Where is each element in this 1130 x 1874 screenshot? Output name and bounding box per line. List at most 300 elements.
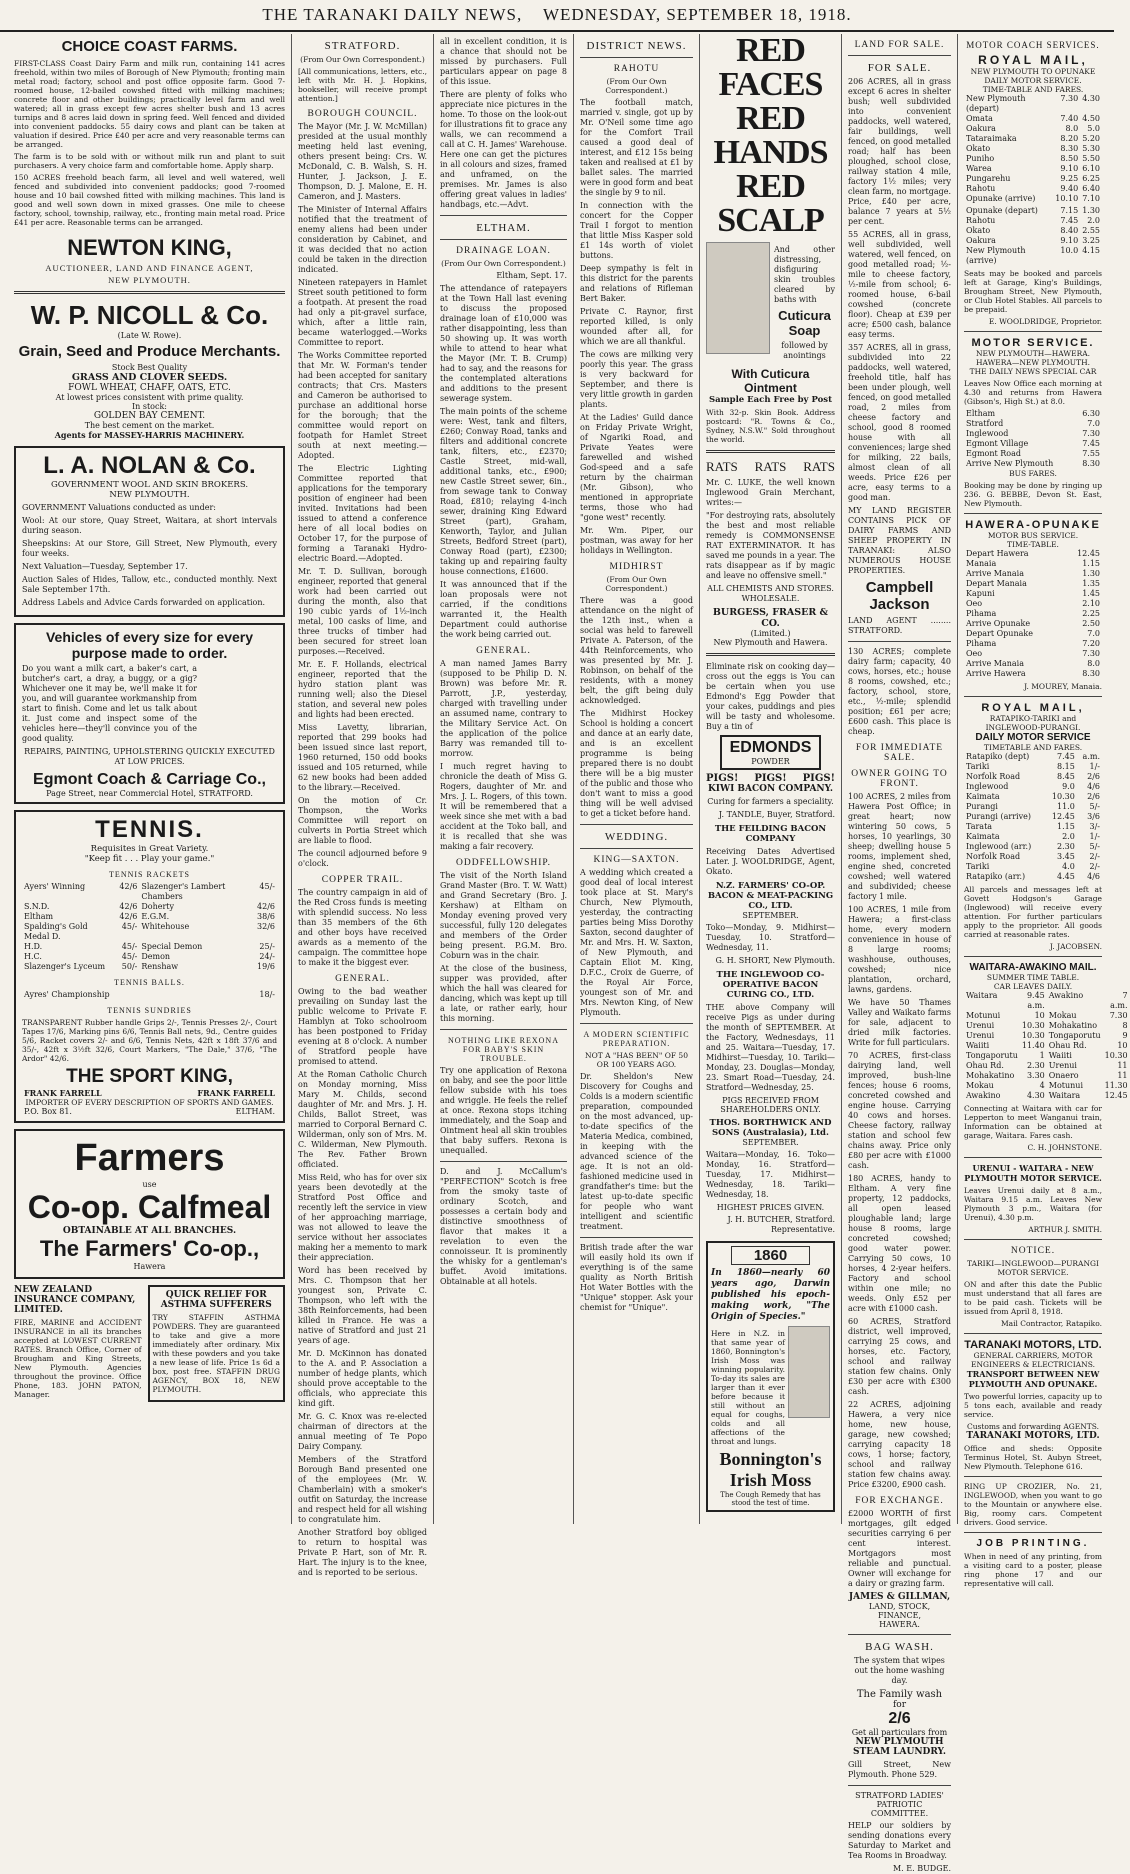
farm-listing-note: The farm is to be sold with or without milk run and plant to suit purchasers. A very choice farm and comfortable home. Apply sharp. xyxy=(14,152,285,170)
daily-motor-row-cell: 4/6 xyxy=(1087,782,1100,791)
red-scalp-heading: RED SCALP xyxy=(717,168,824,239)
bag-wash-get: Get all particulars from xyxy=(851,1728,948,1737)
daily-motor-row-cell: Tariki xyxy=(966,862,990,871)
daily-motor-row-cell: 3/6 xyxy=(1087,812,1100,821)
waitara-awakino-row-cell: Urenui xyxy=(966,1021,995,1030)
owner-front-heading: OWNER GOING TO FRONT. xyxy=(851,769,948,789)
nolan-p3: Sheepskins: At our Store, Gill Street, New Plymouth, every four weeks. xyxy=(22,539,277,558)
nz-farmers-bacon-name: N.Z. FARMERS' CO-OP. BACON & MEAT-PACKING CO., LTD. xyxy=(707,881,834,911)
nicoll-line-7: The best cement on the market. xyxy=(84,421,215,430)
timetable-row xyxy=(964,194,1102,204)
campbell-jackson-sub: LAND AGENT ........ STRATFORD. xyxy=(848,616,951,635)
oddfellowship-sub: ODDFELLOWSHIP. xyxy=(455,858,551,868)
waitara-awakino-row-cell: Motunui xyxy=(1048,1081,1084,1090)
timetable-row xyxy=(964,124,1102,134)
daily-motor-row-cell: 8.15 xyxy=(1056,762,1075,771)
timetable-row-cell: New Plymouth (depart) xyxy=(966,94,1026,113)
stratford-heading: STRATFORD. xyxy=(324,40,401,52)
newspaper-page xyxy=(8,32,1128,1873)
daily-motor-row-cell: 10.30 xyxy=(1051,792,1075,801)
racket-row-cell: Spalding's Gold Medal D. xyxy=(24,922,88,941)
hawera-opunake-row-cell: Manaia xyxy=(966,559,997,568)
tennis-quote: "Keep fit . . . Play your game." xyxy=(84,854,215,864)
timetable-row xyxy=(964,226,1102,236)
motor-service-bus: BUS FARES. xyxy=(1009,469,1057,478)
kiwi-bacon-p: Curing for farmers a speciality. xyxy=(707,797,834,806)
waitara-awakino-row xyxy=(964,1051,1130,1061)
nolan-p2: Wool: At our store, Quay Street, Waitara, at short intervals during season. xyxy=(22,516,277,535)
waitara-awakino-row-cell: Onaero xyxy=(1048,1071,1079,1080)
racket-row-cell: 38/6 xyxy=(257,912,275,921)
motor-service-row-cell: Egmont Village xyxy=(966,439,1029,448)
nicoll-line-4: At lowest prices consistent with prime quality. xyxy=(55,393,244,402)
waitara-awakino-sig: C. H. JOHNSTONE. xyxy=(1027,1143,1102,1152)
waitara-awakino-row xyxy=(964,1031,1130,1041)
col6-p3: 357 ACRES, all in grass, subdivided into 22 paddocks, well watered, freehold title, half has been under plough, well fenced, on good metalled road, 2 miles from cheese factory and school, good 8 roomed house with all conveniences; large shed for milking, 22 bails, almost clean of all weeds. Price £26 per acre, easy terms to a good man. xyxy=(848,343,951,502)
urenui-heading: URENUI - WAITARA - NEW PLYMOUTH MOTOR SERVICE. xyxy=(964,1163,1102,1183)
king-saxton-sub: KING—SAXTON. xyxy=(593,855,680,865)
hawera-opunake-row xyxy=(964,659,1102,669)
burgess-name: BURGESS, FRASER & CO. xyxy=(712,607,829,629)
waitara-awakino-row xyxy=(964,1081,1130,1091)
col4-p10: A wedding which created a good deal of local interest took place at St. Mary's Church, New Plymouth, yesterday, the contracting parties being Miss Dorothy Saxton, second daughter of Mr. and Mrs. H. W. Saxton, of New Plymouth, and Captain Eliot M. King, D.F.C., Croix de Guerre, of the Royal Air Force, youngest son of Mr. and Mrs. Newton King, of New Plymouth. xyxy=(580,868,693,1017)
column-6 xyxy=(842,34,958,1873)
has-been-sub: NOT A "HAS BEEN" OF 50 OR 100 YEARS AGO. xyxy=(585,1051,688,1069)
timetable-row-cell: 5.20 xyxy=(1082,134,1100,143)
sport-king-heading: THE SPORT KING, xyxy=(66,1066,233,1087)
timetable-row xyxy=(964,94,1102,114)
waitara-awakino-row-cell: Mokau xyxy=(966,1081,994,1090)
timetable-row-cell: Rahotu xyxy=(966,216,996,225)
taranaki-motors-heading: TARANAKI MOTORS, LTD. xyxy=(964,1339,1102,1351)
darwin-portrait xyxy=(788,1326,830,1418)
vehicles-advert xyxy=(14,623,285,804)
tennis-sub: Requisites in Great Variety. xyxy=(90,844,209,854)
james-gillman-sub: LAND, STOCK, FINANCE, xyxy=(868,1602,931,1620)
motor-service-row-cell: 7.55 xyxy=(1082,449,1100,458)
timetable-row-cell: Tataraimaka xyxy=(966,134,1017,143)
rats-word-1: RATS xyxy=(706,459,738,474)
col3-p3: The main points of the scheme were: West, tank and filters, £260; Conway Road, tanks and filters and additional concrete tank, filters, etc., £2370; Castle Street, mid-wall, additional tanks, etc., £900; new Castle Street sewer, 6in., from sewage tank to Conway Road, £810; relaying 4-inch sewer, draining King Edward Street (part), Graham, Kenworth, Taylor, and Julian Streets, Bedford Street (part), Conway Road (part), £2300; taking up and repairing faulty house connections, £1600. xyxy=(440,407,567,576)
vehicles-title-2: purpose made to order. xyxy=(71,645,228,661)
timetable-row-cell: Omata xyxy=(966,114,993,123)
col3-p7: The visit of the North Island Grand Master (Bro. T. W. Watt) and Grand Secretary (Bro. J. Kershaw) at Eltham on Monday evening proved very successful, fully 120 delegates and members of the Order being present. P.G.M. Bro. Coburn was in the chair. xyxy=(440,871,567,960)
taranaki-motors-2: TARANAKI MOTORS, LTD. xyxy=(966,1431,1100,1441)
timetable-row-cell: Opunake (depart) xyxy=(966,206,1038,215)
col6-p13: £2000 WORTH of first mortgages, gilt edged securities carrying 6 per cent interest. Mortgagors most reliable and punctual. Owner will exchange for a dairy or grazing farm. xyxy=(848,1509,951,1588)
col3-p5: A man named James Barry (supposed to be Philip D. N. Brown) was before Mr. R. Parrott, J.P., yesterday, charged with travelling under an assumed name, contrary to the Military Service Act. On the application of the police Barry was remanded till to-morrow. xyxy=(440,659,567,758)
nz-insurance-advert xyxy=(14,1285,142,1402)
hawera-opunake-row xyxy=(964,559,1102,569)
racket-row-cell: 19/6 xyxy=(257,962,275,971)
motor-service-book: Booking may be done by ringing up 236. G. BEBBE, Devon St. East, New Plymouth. xyxy=(964,481,1102,508)
timetable-row-cell: 6.25 xyxy=(1082,174,1100,183)
farrell-right: FRANK FARRELL xyxy=(197,1088,275,1098)
hawera-opunake-row xyxy=(964,639,1102,649)
cuticura-side: And other distressing, disfiguring skin troubles cleared by baths with xyxy=(774,245,835,304)
timetable-row xyxy=(964,206,1102,216)
taranaki-motors-transport: TRANSPORT BETWEEN NEW PLYMOUTH AND OPUNAKE. xyxy=(966,1369,1100,1389)
col6-p5: 130 ACRES; complete dairy farm; capacity, 40 cows, horses, etc.; house 8 rooms, cowshed, etc.; factory, school, store, etc., ½-mile; splendid position; £61 per acre; £600 cash. This place is cheap. xyxy=(848,647,951,736)
racket-row-cell: S.N.D. xyxy=(24,902,50,911)
waitara-awakino-row-cell: Mohakatino xyxy=(1048,1021,1098,1030)
timetable-row-cell: Okato xyxy=(966,226,991,235)
notice-body: ON and after this date the Public must understand that all fares are to be paid cash. Tickets will be issued from April 8, 1918. xyxy=(964,1280,1102,1316)
daily-motor-row xyxy=(964,792,1102,802)
pigs-1: PIGS! xyxy=(706,773,739,784)
nicoll-line-1: Stock Best Quality xyxy=(111,363,188,372)
hawera-opunake-row-cell: 1.35 xyxy=(1082,579,1100,588)
taranaki-motors-sub: GENERAL CARRIERS, MOTOR ENGINEERS & ELECTRICIANS. xyxy=(971,1351,1095,1369)
motor-service-sub: NEW PLYMOUTH—HAWERA. xyxy=(975,349,1091,358)
daily-motor-sig: J. JACOBSEN. xyxy=(1049,942,1102,951)
hawera-opunake-heading: HAWERA-OPUNAKE xyxy=(965,519,1101,531)
timetable-row-cell: 4.50 xyxy=(1082,114,1100,123)
borthwick-agent: J. H. BUTCHER, Stratford. Representative. xyxy=(727,1215,835,1234)
waitara-awakino-row-cell: Urenui xyxy=(966,1031,995,1040)
borthwick-name: THOS. BORTHWICK AND SONS (Australasia), Ltd. xyxy=(709,1118,832,1138)
daily-motor-row xyxy=(964,842,1102,852)
cuticura-address: With 32-p. Skin Book. Address postcard: "R. Towns & Co., Sydney, N.S.W." Sold throughout the world. xyxy=(706,408,835,444)
col3-p6: I much regret having to chronicle the death of Miss G. Rogers, daughter of Mr. and Mrs. J. L. Rogers, of this town. It will be remembered that a week since she met with a bad accident at the Toko ball, and it is recalled that she was making a fair recovery. xyxy=(440,762,567,851)
darwin-heading: In 1860—nearly 60 years ago, Darwin published his epoch-making work, "The Origin of Species." xyxy=(711,1268,830,1322)
motor-service-row-cell: 7.0 xyxy=(1087,419,1100,428)
timetable-row-cell: 9.25 xyxy=(1060,174,1079,183)
hawera-opunake-row-cell: Arrive Opunake xyxy=(966,619,1031,628)
stratford-p3: Nineteen ratepayers in Hamlet Street south petitioned to form a footpath. At present the road had only a pit-gravel surface, which, after a little rain, became waterlogged.—Works Committee to report. xyxy=(298,278,427,347)
stratford-general-sub: GENERAL. xyxy=(335,974,390,984)
rats-p1: Mr. C. LUKE, the well known Inglewood Grain Merchant, writes:— xyxy=(706,478,835,507)
racket-row-cell: 24/- xyxy=(259,952,275,961)
stratford-p10: The council adjourned before 9 o'clock. xyxy=(298,849,427,868)
gill-street: Gill Street, New Plymouth. Phone 529. xyxy=(848,1760,951,1779)
col6-p9: 70 ACRES, first-class dairying land, well improved, bush-line fences; house 6 rooms, concreted cowshed and engine house. Carrying 40 cows and horses. Cheese factory, railway station and school few chains away. Price only £80 per acre with £1000 cash. xyxy=(848,1051,951,1170)
daily-motor-row-cell: 5/- xyxy=(1089,842,1100,851)
daily-motor-row-cell: a.m. xyxy=(1082,752,1100,761)
daily-motor-row-cell: Inglewood (arr.) xyxy=(966,842,1032,851)
rahotu-sub: RAHOTU xyxy=(613,64,660,74)
racket-row-cell: H.C. xyxy=(24,952,42,961)
irish-moss-name: Irish Moss xyxy=(729,1470,812,1490)
hawera-opunake-row-cell: 8.30 xyxy=(1082,669,1100,678)
balls-label: Ayres' Championship xyxy=(24,990,110,999)
hawera-opunake-row-cell: 1.15 xyxy=(1082,559,1100,568)
timetable-row-cell: 8.50 xyxy=(1060,154,1079,163)
calfmeal-obtainable: OBTAINABLE AT ALL BRANCHES. xyxy=(62,1226,237,1236)
rats-p2: "For destroying rats, absolutely the best and most reliable remedy is COMMONSENSE RAT EXTERMINATOR. It has saved me pounds in a year. The rats disappear as if by magic and leave no offensive smell." xyxy=(706,511,835,580)
bonnington-tag: The Cough Remedy that has stood the test of time. xyxy=(720,1491,821,1507)
edmonds-powder: POWDER xyxy=(751,757,790,766)
timetable-row-cell: Oakura xyxy=(966,236,996,245)
racket-row-cell: Demon xyxy=(141,952,171,961)
nolan-town: NEW PLYMOUTH. xyxy=(109,490,190,500)
farmers-word: Farmers xyxy=(74,1137,225,1179)
racket-row-cell: E.G.M. xyxy=(141,912,170,921)
tennis-heading: TENNIS. xyxy=(95,816,204,843)
hawera-opunake-row-cell: 8.0 xyxy=(1087,659,1100,668)
racket-row xyxy=(22,902,277,912)
hawera-opunake-row-cell: 2.10 xyxy=(1082,599,1100,608)
feilding-name: THE FEILDING BACON COMPANY xyxy=(714,824,827,844)
waitara-awakino-row-cell: Waitara xyxy=(966,991,998,1000)
cuticura-followed: followed by anointings xyxy=(781,341,828,360)
farmers-calfmeal-advert xyxy=(14,1129,285,1279)
timetable-row-cell: Oakura xyxy=(966,124,996,133)
borough-council-sub: BOROUGH COUNCIL. xyxy=(307,109,418,119)
cuticura-soap: Cuticura Soap xyxy=(778,308,831,338)
drainage-loan-sub: DRAINAGE LOAN. xyxy=(456,246,551,256)
edmonds-body: Eliminate risk on cooking day—cross out the eggs is You can be certain when you use Edmond's Egg Powder that your cakes, puddings and pies will be tasty and wholesome. Buy a tin of xyxy=(706,662,835,731)
racket-row-cell: 45/- xyxy=(259,882,275,891)
waitara-awakino-row-cell: Waitara xyxy=(1048,1091,1081,1100)
racket-row-cell: 42/6 xyxy=(119,902,138,911)
pigs-2: PIGS! xyxy=(754,773,787,784)
motor-service-row-cell: Egmont Road xyxy=(966,449,1022,458)
kiwi-bacon-name: KIWI BACON COMPANY. xyxy=(707,784,834,794)
stratford-p6: Mr. T. D. Sullivan, borough engineer, reported that general work had been carried out during the month, also that 190 cubic yards of 1½-inch metal, 100 casks of lime, and three trucks of timber had been secured for street loan purposes.—Received. xyxy=(298,567,427,656)
hawera-opunake-row-cell: Arrive Manaia xyxy=(966,569,1024,578)
daily-motor-row-cell: 5/- xyxy=(1089,802,1100,811)
col4-p8: There was a good attendance on the night of the 12th inst., when a social was held to farewell Private A. Paterson, of the 44th Reinforcements, who was presented by Mr. J. Robinson, on behalf of the residents, with a money belt, the gift being duly acknowledged. xyxy=(580,596,693,705)
motor-service-row xyxy=(964,449,1102,459)
daily-motor-row-cell: Inglewood xyxy=(966,782,1009,791)
tennis-advert xyxy=(14,810,285,1123)
waitara-awakino-heading: WAITARA-AWAKINO MAIL. xyxy=(969,962,1097,973)
asthma-advert xyxy=(148,1285,286,1402)
waitara-awakino-row-cell: 11.30 xyxy=(1104,1081,1128,1090)
column-2 xyxy=(292,34,434,1577)
daily-motor-row xyxy=(964,812,1102,822)
farrell-left: FRANK FARRELL xyxy=(24,1088,102,1098)
stratford-p12: Owing to the bad weather prevailing on Sunday last the public welcome to Private F. Hamblyn at Toko schoolroom has been postponed to Friday evening at 8 o'clock. A number of Stratford people have promised to attend. xyxy=(298,987,427,1066)
waitara-awakino-row-cell: 2.30 xyxy=(1026,1061,1045,1070)
col4-p4: Private C. Raynor, first reported killed, is only wounded after all, for which we are all thankful. xyxy=(580,307,693,346)
farm-listing-141-acres: FIRST-CLASS Coast Dairy Farm and milk run, containing 141 acres freehold, within two miles of Borough of New Plymouth; fronting main metal road; factory, school and post office opposite farm. Good 7-roomed house, 12-bailed cowshed fitted with milking machines; concrete floor and other buildings; practically level farm and well watered; all in grass except few acres shelter bush and 13 acres turnips and 8 acres laid down in spring feed. Well fenced and divided into convenient paddocks. 55 dairy cows and plant can be taken at valuation if desired. Price £40 per acre and very reasonable terms can be arranged. xyxy=(14,59,285,149)
waitara-awakino-note: Connecting at Waitara with car for Lepperton to meet Wanganui train, Information can be obtained at garage, Waitara. Fares cash. xyxy=(964,1104,1102,1140)
nz-farmers-agent: G. H. SHORT, New Plymouth. xyxy=(715,956,835,965)
kiwi-bacon-buyer: J. TANDLE, Buyer, Stratford. xyxy=(718,810,835,819)
timetable-row-cell: New Plymouth (arrive) xyxy=(966,246,1026,265)
hawera-opunake-row-cell: 7.20 xyxy=(1082,639,1100,648)
nolan-p4: Next Valuation—Tuesday, September 17. xyxy=(22,562,188,571)
daily-motor-tt: TIMETABLE AND FARES. xyxy=(983,743,1083,752)
daily-motor-row-cell: Purangi (arrive) xyxy=(966,812,1031,821)
royal-mail-sig: E. WOOLDRIDGE, Proprietor. xyxy=(988,317,1102,326)
daily-motor-row xyxy=(964,832,1102,842)
waitara-awakino-sub2: CAR LEAVES DAILY. xyxy=(993,982,1073,991)
waitara-awakino-row-cell: 11.40 xyxy=(1021,1041,1045,1050)
nicoll-line-3: FOWL WHEAT, CHAFF, OATS, ETC. xyxy=(68,383,231,393)
hawera-opunake-row-cell: Depart Hawera xyxy=(966,549,1029,558)
racket-row-cell: Slazenger's Lambert Chambers xyxy=(141,882,226,901)
rats-p3: ALL CHEMISTS AND STORES. WHOLESALE. xyxy=(707,584,834,603)
royal-mail-sub: NEW PLYMOUTH TO OPUNAKE DAILY MOTOR SERVICE. xyxy=(970,67,1096,85)
stratford-p11: The country campaign in aid of the Red Cross funds is meeting with splendid success. No less than 35 members of the 6th and other boys have received awards as a memento of the campaign. The committee hope to make it the biggest ever. xyxy=(298,888,427,967)
col3-p4: It was announced that if the loan proposals were not carried, if the conditions warranted it, the Health Department could authorise the work being carried out. xyxy=(440,580,567,639)
motor-service-table xyxy=(964,409,1102,469)
daily-motor-row-cell: Norfolk Road xyxy=(966,852,1021,861)
nicoll-trade: Grain, Seed and Produce Merchants. xyxy=(18,343,281,360)
timetable-row-cell: 4.15 xyxy=(1082,246,1100,255)
hawera-opunake-row-cell: Kapuni xyxy=(966,589,995,598)
col4-p6: At the Ladies' Guild dance on Friday Private Wright, of Ngariki Road, and Private Yeates were farewelled and wished God-speed and a safe return by the chairman (Mr. Gibson), who mentioned in appropriate terms, those who had "gone west" recently. xyxy=(580,413,693,522)
eltham-date: Eltham, Sept. 17. xyxy=(496,271,567,280)
nz-farmers-month: SEPTEMBER. xyxy=(742,911,799,920)
hawera-opunake-sub: MOTOR BUS SERVICE. xyxy=(987,531,1079,540)
motor-service-p: Leaves Now Office each morning at 4.30 and returns from Hawera (Gibson's, High St.) at 8.0. xyxy=(964,379,1102,406)
james-gillman-name: JAMES & GILLMAN, xyxy=(848,1592,951,1602)
rats-word-2: RATS xyxy=(754,459,787,474)
bonnington-advert xyxy=(706,1241,835,1512)
royal-mail-table-1 xyxy=(964,94,1102,204)
hawera-opunake-row xyxy=(964,589,1102,599)
col4-p7: Mr. Wm. Piper, our postman, was away for her holidays in Wellington. xyxy=(580,526,693,555)
hawera-opunake-row xyxy=(964,619,1102,629)
daily-motor-row-cell: Purangi xyxy=(966,802,998,811)
waitara-awakino-row-cell: Waiiti xyxy=(1048,1051,1072,1060)
stratford-p14: Miss Reid, who has for over six years been devotedly at the Stratford Post Office and recently left the service in view of her approaching marriage, was not allowed to leave the service without her associates making her a memento to mark their appreciation. xyxy=(298,1173,427,1262)
burgess-ltd: (Limited.) xyxy=(750,629,791,638)
col4-p9: The Midhirst Hockey School is holding a concert and dance at an early date, and is an excellent programme is being prepared there is no doubt there will be a big muster of the public and those who don't want to miss a good thing will be well advised to get a ticket before hand. xyxy=(580,709,693,818)
masthead xyxy=(0,0,1114,32)
daily-motor-row xyxy=(964,822,1102,832)
patriotic-body: HELP our soldiers by sending donations every Saturday to Market and Tea Rooms in Broadway. xyxy=(848,1821,951,1860)
royal-mail-2-heading: ROYAL MAIL, xyxy=(981,702,1085,714)
waitara-awakino-row-cell: Urenui xyxy=(1048,1061,1077,1070)
stratford-p7: Mr. E. F. Hollands, electrical engineer, reported that the hydro station plant was running well; also the Diesel station, and several new poles and lights had been erected. xyxy=(298,660,427,719)
motor-service-row-cell: 7.30 xyxy=(1082,429,1100,438)
timetable-row-cell: 5.30 xyxy=(1082,144,1100,153)
timetable-row-cell: 9.40 xyxy=(1060,184,1079,193)
waitara-awakino-row-cell: 11 xyxy=(1117,1061,1128,1070)
timetable-row xyxy=(964,134,1102,144)
egmont-coach-name: Egmont Coach & Carriage Co., xyxy=(33,771,266,788)
hawera-opunake-row-cell: Pihama xyxy=(966,609,997,618)
np-laundry-name: NEW PLYMOUTH STEAM LAUNDRY. xyxy=(853,1737,946,1757)
motor-service-row-cell: Stratford xyxy=(966,419,1004,428)
red-hands-heading: RED HANDS xyxy=(713,100,828,171)
waitara-awakino-row-cell: 1 xyxy=(1039,1051,1045,1060)
rackets-heading: TENNIS RACKETS xyxy=(109,870,190,879)
racket-row xyxy=(22,912,277,922)
immediate-sale-heading: FOR IMMEDIATE SALE. xyxy=(855,743,944,763)
hawera-opunake-row-cell: 1.30 xyxy=(1082,569,1100,578)
daily-motor-heading: DAILY MOTOR SERVICE xyxy=(975,732,1091,743)
royal-mail-note: Seats may be booked and parcels left at Garage, King's Buildings, Brougham Street, New Plymouth, or Club Hotel Stables. All parcels to be prepaid. xyxy=(964,269,1102,314)
racket-row xyxy=(22,942,277,952)
calfmeal-word: Co-op. Calfmeal xyxy=(27,1189,272,1225)
motor-service-row-cell: 6.30 xyxy=(1082,409,1100,418)
motor-service-row xyxy=(964,419,1102,429)
wedding-heading: WEDDING. xyxy=(604,831,669,843)
asthma-body: TRY STAFFIN ASTHMA POWDERS. They are guaranteed to take and give a more immediately after ordinary. Mix with these powders and you take a new lease of life. Price 1s 6d a box, post free. STAFFIN DRUG AGENCY, BOX 18, NEW PLYMOUTH. xyxy=(152,1313,280,1394)
racket-row-cell: Doherty xyxy=(141,902,175,911)
col3-p8: At the close of the business, supper was provided, after which the hall was cleared for dancing, which was kept up till a late, or rather early, hour this morning. xyxy=(440,964,567,1023)
waitara-awakino-row-cell: 10.30 xyxy=(1021,1031,1045,1040)
motor-service-row xyxy=(964,459,1102,469)
farmers-coop-name: The Farmers' Co-op., xyxy=(39,1236,260,1261)
daily-motor-row-cell: 9.0 xyxy=(1062,782,1075,791)
nicoll-late: (Late W. Rowe). xyxy=(117,331,182,340)
stratford-p1: The Mayor (Mr. J. W. McMillan) presided at the usual monthly meeting held last evening, others present being: Crs. W. McDonald, C. B. Walsh, S. H. Hunter, J. Jackson, J. E. Thompson, D. J. Malone, E. H. Cameron, and J. Masters. xyxy=(298,122,427,201)
hawera-opunake-row xyxy=(964,549,1102,559)
vehicles-repairs: REPAIRS, PAINTING, UPHOLSTERING QUICKLY EXECUTED AT LOW PRICES. xyxy=(24,747,275,766)
waitara-awakino-row-cell: 7.30 xyxy=(1109,1011,1128,1020)
daily-motor-row-cell: Norfolk Road xyxy=(966,772,1021,781)
daily-motor-row xyxy=(964,782,1102,792)
newton-king-name: NEWTON KING, xyxy=(67,235,232,260)
waitara-awakino-row-cell: 4.30 xyxy=(1026,1091,1045,1100)
daily-motor-row-cell: 1/- xyxy=(1089,762,1100,771)
royal-mail-2-sub: RATAPIKO-TARIKI and INGLEWOOD-PURANGI. xyxy=(985,714,1081,732)
motor-service-row-cell: Arrive New Plymouth xyxy=(966,459,1054,468)
hawera-opunake-row-cell: Depart Manaia xyxy=(966,579,1027,588)
timetable-row-cell: 7.45 xyxy=(1060,216,1079,225)
daily-motor-row-cell: Kaimata xyxy=(966,792,1000,801)
daily-motor-row-cell: Tarata xyxy=(966,822,993,831)
daily-motor-row-cell: Kaimata xyxy=(966,832,1000,841)
timetable-row-cell: 10.0 xyxy=(1060,246,1079,255)
daily-motor-table xyxy=(964,752,1102,882)
darwin-body: Here in N.Z. in that same year of 1860, Bonnington's Irish Moss was winning popularity. To-day its sales are larger than it ever before because it still without an equal for coughs, colds and all affections of the throat and lungs. xyxy=(711,1329,785,1446)
balls-table xyxy=(22,990,277,1000)
daily-motor-row-cell: 2.0 xyxy=(1062,832,1075,841)
hawera-opunake-row xyxy=(964,569,1102,579)
timetable-row-cell: 7.15 xyxy=(1060,206,1079,215)
col3-p9: Try one application of Rexona on baby, and see the poor little fellow subside with his toes and wriggle. He feels the relief at once. Rexona stops itching immediately, and the Soap and Ointment heal all skin troubles that baby suffers. Rexona is unequalled. xyxy=(440,1066,567,1155)
col3-p10: D. and J. McCallum's "PERFECTION" Scotch is free from the smoky taste of ordinary Scotch, and possesses a certain body and distinctive smoothness of flavor that makes it a revelation to even the connoisseur. It is prominently the whisky for a gentleman's buffet. Avoid imitations. Obtainable at all hotels. xyxy=(440,1167,567,1286)
timetable-row-cell: 9.10 xyxy=(1060,164,1079,173)
pigs-3: PIGS! xyxy=(802,773,835,784)
edmonds-word: EDMONDS xyxy=(729,739,812,756)
sundries-heading: TENNIS SUNDRIES xyxy=(107,1006,192,1015)
timetable-row-cell: Puniho xyxy=(966,154,995,163)
nolan-p5: Auction Sales of Hides, Tallow, etc., conducted monthly. Next Sale September 17th. xyxy=(22,575,277,594)
patriotic-sig: M. E. BUDGE. xyxy=(892,1864,951,1873)
farrell-pobox: P.O. Box 81. xyxy=(24,1107,72,1116)
col3-p1: There are plenty of folks who appreciate nice pictures in the home. To those on the look-out for illustrations fit to grace any walls, we can recommend a call at C. H. James' Warehouse. Here one can get the pictures in all colours and sizes, framed and unframed, on the premises. Mr. James is also offering great values in ladies' handbags, etc.—Advt. xyxy=(440,90,567,209)
motor-service-heading: MOTOR SERVICE. xyxy=(971,337,1095,349)
col4-p12: British trade after the war will easily hold its own if everything is of the same quality as North British Hot Water Bottles with the "Unique" stopper. Ask your chemist for "Unique". xyxy=(580,1243,693,1312)
timetable-row-cell: Warea xyxy=(966,164,992,173)
hawera-opunake-sig: J. MOUREY, Manaia. xyxy=(1024,682,1102,691)
waitara-awakino-row-cell: 7 a.m. xyxy=(1110,991,1128,1010)
land-for-sale-heading: LAND FOR SALE. xyxy=(854,40,945,50)
waitara-awakino-row xyxy=(964,1091,1130,1101)
hawera-opunake-row-cell: 2.50 xyxy=(1082,619,1100,628)
nicoll-line-2: GRASS AND CLOVER SEEDS. xyxy=(71,372,228,383)
masthead-date: WEDNESDAY, SEPTEMBER 18, 1918. xyxy=(542,5,852,24)
waitara-awakino-row-cell: 9.45 a.m. xyxy=(1026,991,1045,1010)
timetable-row-cell: Rahotu xyxy=(966,184,996,193)
col6-p8: We have 50 Thames Valley and Waikato farms for sale, adjacent to dried milk factories. Write for full particulars. xyxy=(848,998,951,1047)
daily-motor-row-cell: 4.0 xyxy=(1062,862,1075,871)
crozier-body: RING UP CROZIER, No. 21, INGLEWOOD, when you want to go to the Mountain or anywhere else. Big, roomy cars. Competent drivers. Good service. xyxy=(964,1482,1102,1527)
for-sale-heading: FOR SALE. xyxy=(867,62,932,74)
waitara-awakino-row-cell: Ohau Rd. xyxy=(1048,1041,1087,1050)
waitara-awakino-row xyxy=(964,1021,1130,1031)
waitara-awakino-row-cell: 9 xyxy=(1122,1031,1128,1040)
daily-motor-row-cell: 11.0 xyxy=(1056,802,1075,811)
racket-row-cell: 42/6 xyxy=(119,882,138,891)
hawera-opunake-row xyxy=(964,629,1102,639)
column-1 xyxy=(8,34,292,1524)
royal-mail-heading: ROYAL MAIL, xyxy=(978,53,1088,67)
timetable-row xyxy=(964,114,1102,124)
daily-motor-row-cell: 3.45 xyxy=(1056,852,1075,861)
motor-service-row xyxy=(964,429,1102,439)
waitara-awakino-row xyxy=(964,1011,1130,1021)
